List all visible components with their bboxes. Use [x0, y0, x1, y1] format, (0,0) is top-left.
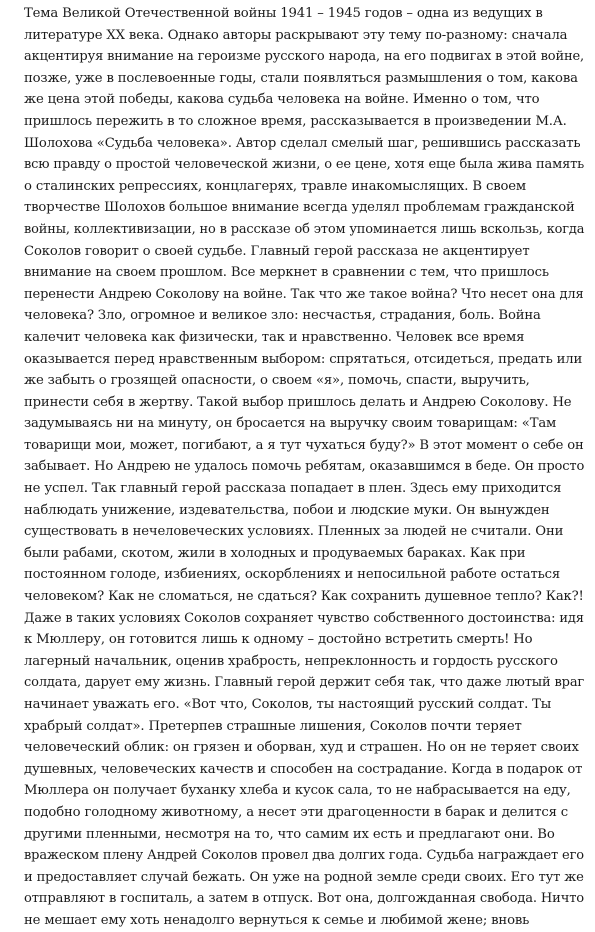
text-line: оказывается перед нравственным выбором: спрятаться, отсидеться, предать или	[24, 351, 583, 367]
text-line: о сталинских репрессиях, концлагерях, травле инакомыслящих. В своем	[24, 178, 527, 194]
text-line: творчестве Шолохов большое внимание всегда уделял проблемам гражданской	[24, 200, 575, 216]
text-line: другими пленными, несмотря на то, что самим их есть и предлагают они. Во	[24, 826, 555, 842]
text-line: человеком? Как не сломаться, не сдаться? Как сохранить душевное тепло? Как?!	[24, 589, 584, 605]
text-line: Тема Великой Отечественной войны 1941 – 1945 годов – одна из ведущих в	[24, 6, 543, 21]
text-line: были рабами, скотом, жили в холодных и продуваемых бараках. Как при	[24, 545, 526, 561]
text-line: войны, коллективизации, но в рассказе об этом упоминается лишь вскользь, когда	[24, 221, 585, 237]
text-line: позже, уже в послевоенные годы, стали появляться размышления о том, какова	[24, 70, 578, 86]
text-line: Мюллера он получает буханку хлеба и кусок сала, то не набрасывается на еду,	[24, 783, 571, 799]
text-line: начинает уважать его. «Вот что, Соколов, ты настоящий русский солдат. Ты	[24, 697, 552, 712]
text-line: постоянном голоде, избиениях, оскорблениях и непосильной работе остаться	[24, 567, 561, 583]
text-line: не успел. Так главный герой рассказа попадает в плен. Здесь ему приходится	[24, 481, 562, 497]
text-line: перенести Андрею Соколову на войне. Так что же такое война? Что несет она для	[24, 286, 584, 302]
essay-text	[24, 3, 584, 932]
text-line: солдата, дарует ему жизнь. Главный герой держит себя так, что даже лютый враг	[24, 675, 585, 691]
text-line: человеческий облик: он грязен и оборван, худ и страшен. Но он не теряет своих	[24, 740, 579, 756]
text-line: человека? Зло, огромное и великое зло: несчастья, страдания, боль. Война	[24, 308, 541, 324]
text-line: не мешает ему хоть ненадолго вернуться к семье и любимой жене; вновь	[24, 912, 530, 928]
text-line: наблюдать унижение, издевательства, побои и людские муки. Он вынужден	[24, 502, 550, 518]
text-line: же цена этой победы, какова судьба человека на войне. Именно о том, что	[24, 92, 540, 108]
text-line: же забыть о грозящей опасности, о своем «я», помочь, спасти, выручить,	[24, 373, 530, 389]
text-line: подобно голодному животному, а несет эти драгоценности в барак и делится с	[24, 804, 569, 820]
text-line: калечит человека как физически, так и нравственно. Человек все время	[24, 329, 525, 345]
text-line: литературе XX века. Однако авторы раскрывают эту тему по-разному: сначала	[24, 27, 568, 43]
text-line: отправляют в госпиталь, а затем в отпуск. Вот она, долгожданная свобода. Ничто	[24, 891, 585, 907]
text-line: забывает. Но Андрею не удалось помочь ребятам, оказавшимся в беде. Он просто	[24, 459, 585, 475]
text-line: лагерный начальник, оценив храбрость, непреклонность и гордость русского	[24, 653, 558, 669]
text-line: существовать в нечеловеческих условиях. Пленных за людей не считали. Они	[24, 524, 564, 540]
text-line: принести себя в жертву. Такой выбор пришлось делать и Андрею Соколову. Не	[24, 394, 572, 410]
text-line: Шолохова «Судьба человека». Автор сделал смелый шаг, решившись рассказать	[24, 135, 581, 151]
text-line: товарищи мои, может, погибают, а я тут чухаться буду?» В этот момент о себе он	[24, 437, 584, 453]
text-line: акцентируя внимание на героизме русского народа, на его подвигах в этой войне,	[24, 49, 585, 65]
text-line: всю правду о простой человеческой жизни, о ее цене, хотя еще была жива память	[24, 157, 585, 173]
text-line: задумываясь ни на минуту, он бросается на выручку своим товарищам: «Там	[24, 416, 557, 432]
text-line: к Мюллеру, он готовится лишь к одному – достойно встретить смерть! Но	[24, 632, 533, 648]
text-line: пришлось пережить в то сложное время, рассказывается в произведении М.А.	[24, 113, 567, 129]
text-line: и предоставляет случай бежать. Он уже на родной земле среди своих. Его тут же	[24, 869, 584, 885]
text-line: внимание на своем прошлом. Все меркнет в сравнении с тем, что пришлось	[24, 265, 549, 281]
text-line: Даже в таких условиях Соколов сохраняет чувство собственного достоинства: идя	[24, 610, 584, 626]
text-line: вражеском плену Андрей Соколов провел два долгих года. Судьба награждает его	[24, 848, 584, 864]
text-line: Соколов говорит о своей судьбе. Главный герой рассказа не акцентирует	[24, 243, 530, 259]
text-line: душевных, человеческих качеств и способен на сострадание. Когда в подарок от	[24, 761, 583, 777]
text-line: храбрый солдат». Претерпев страшные лишения, Соколов почти теряет	[24, 718, 522, 734]
